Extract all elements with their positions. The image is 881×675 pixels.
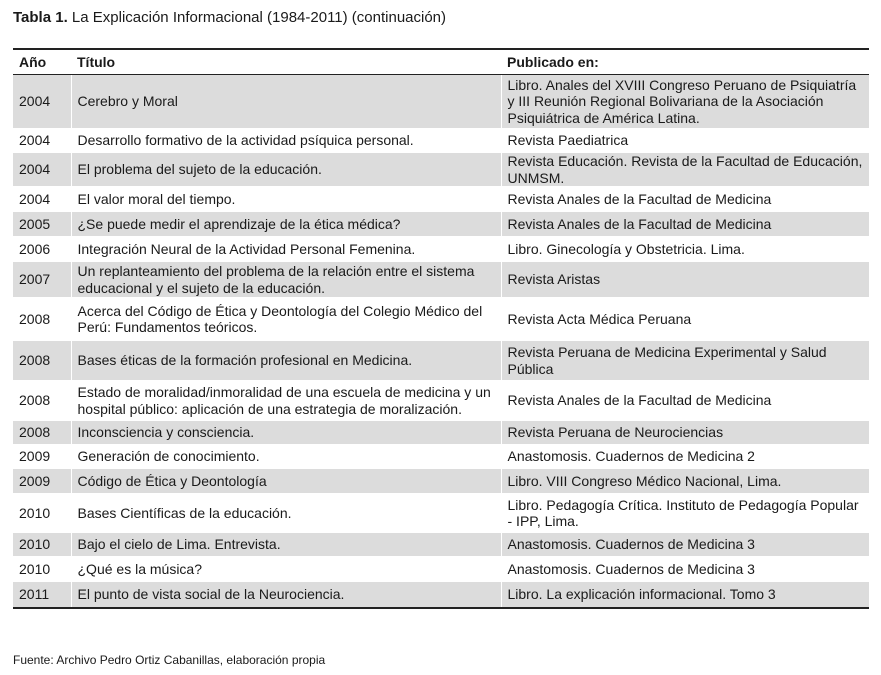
cell-published: Anastomosis. Cuadernos de Medicina 3	[501, 557, 869, 582]
cell-published: Anastomosis. Cuadernos de Medicina 2	[501, 445, 869, 469]
cell-published: Revista Peruana de Medicina Experimental y Salud Pública	[501, 341, 869, 381]
cell-year: 2008	[13, 421, 71, 445]
cell-published: Revista Anales de la Facultad de Medicina	[501, 212, 869, 237]
cell-title: Desarrollo formativo de la actividad psíquica personal.	[71, 129, 501, 153]
cell-published: Revista Paediatrica	[501, 129, 869, 153]
cell-published: Libro. Pedagogía Crítica. Instituto de Pedagogía Popular - IPP, Lima.	[501, 494, 869, 533]
cell-published: Revista Peruana de Neurociencias	[501, 421, 869, 445]
cell-published: Libro. Ginecología y Obstetricia. Lima.	[501, 237, 869, 262]
cell-year: 2004	[13, 129, 71, 153]
cell-published: Libro. Anales del XVIII Congreso Peruano de Psiquiatría y III Reunión Regional Bolivariana de la Asociación Psiquiátrica de América Latina.	[501, 75, 869, 129]
cell-year: 2004	[13, 75, 71, 129]
cell-published: Revista Educación. Revista de la Facultad de Educación, UNMSM.	[501, 153, 869, 187]
cell-title: Integración Neural de la Actividad Personal Femenina.	[71, 237, 501, 262]
cell-title: Bases Científicas de la educación.	[71, 494, 501, 533]
cell-year: 2010	[13, 533, 71, 557]
table-row	[13, 341, 869, 381]
table-row	[13, 298, 869, 341]
cell-title: Acerca del Código de Ética y Deontología del Colegio Médico del Perú: Fundamentos teóricos.	[71, 298, 501, 341]
cell-title: Bajo el cielo de Lima. Entrevista.	[71, 533, 501, 557]
table-row	[13, 533, 869, 557]
cell-title: Código de Ética y Deontología	[71, 469, 501, 494]
cell-published: Libro. La explicación informacional. Tomo 3	[501, 582, 869, 607]
cell-title: El problema del sujeto de la educación.	[71, 153, 501, 187]
cell-year: 2004	[13, 153, 71, 187]
cell-year: 2008	[13, 298, 71, 341]
table-row	[13, 445, 869, 469]
table-row	[13, 262, 869, 298]
table-row	[13, 187, 869, 212]
cell-title: Generación de conocimiento.	[71, 445, 501, 469]
cell-year: 2010	[13, 557, 71, 582]
cell-published: Libro. VIII Congreso Médico Nacional, Lima.	[501, 469, 869, 494]
cell-year: 2008	[13, 381, 71, 421]
table-row	[13, 75, 869, 129]
caption-label: Tabla 1.	[13, 9, 68, 26]
cell-published: Revista Aristas	[501, 262, 869, 298]
cell-year: 2011	[13, 582, 71, 607]
table-row	[13, 494, 869, 533]
publications-table-container	[13, 48, 869, 609]
caption-text: La Explicación Informacional (1984-2011) (continuación)	[71, 9, 447, 26]
cell-published: Revista Anales de la Facultad de Medicina	[501, 187, 869, 212]
table-body	[13, 75, 869, 607]
table-row	[13, 212, 869, 237]
cell-year: 2010	[13, 494, 71, 533]
cell-year: 2004	[13, 187, 71, 212]
cell-title: El valor moral del tiempo.	[71, 187, 501, 212]
cell-published: Revista Acta Médica Peruana	[501, 298, 869, 341]
cell-year: 2009	[13, 469, 71, 494]
cell-year: 2009	[13, 445, 71, 469]
cell-title: El punto de vista social de la Neurociencia.	[71, 582, 501, 607]
table-header-row	[13, 50, 869, 75]
table-caption	[13, 8, 446, 28]
header-year: Año	[13, 50, 71, 75]
cell-title: ¿Se puede medir el aprendizaje de la ética médica?	[71, 212, 501, 237]
source-note: Fuente: Archivo Pedro Ortiz Cabanillas, elaboración propia	[13, 653, 326, 667]
table-row	[13, 153, 869, 187]
cell-year: 2007	[13, 262, 71, 298]
header-title: Título	[71, 50, 501, 75]
table-row	[13, 129, 869, 153]
cell-published: Revista Anales de la Facultad de Medicina	[501, 381, 869, 421]
table-row	[13, 469, 869, 494]
cell-published: Anastomosis. Cuadernos de Medicina 3	[501, 533, 869, 557]
table-row	[13, 237, 869, 262]
cell-year: 2006	[13, 237, 71, 262]
cell-title: Bases éticas de la formación profesional en Medicina.	[71, 341, 501, 381]
table-row	[13, 381, 869, 421]
table-row	[13, 582, 869, 607]
cell-year: 2005	[13, 212, 71, 237]
cell-title: Cerebro y Moral	[71, 75, 501, 129]
header-published: Publicado en:	[501, 50, 869, 75]
cell-title: Inconsciencia y consciencia.	[71, 421, 501, 445]
cell-title: Un replanteamiento del problema de la relación entre el sistema educacional y el sujeto de la educación.	[71, 262, 501, 298]
table-row	[13, 421, 869, 445]
table-row	[13, 557, 869, 582]
cell-title: ¿Qué es la música?	[71, 557, 501, 582]
publications-table	[13, 50, 869, 607]
cell-title: Estado de moralidad/inmoralidad de una escuela de medicina y un hospital público: aplicación de una estrategia de moralización.	[71, 381, 501, 421]
cell-year: 2008	[13, 341, 71, 381]
